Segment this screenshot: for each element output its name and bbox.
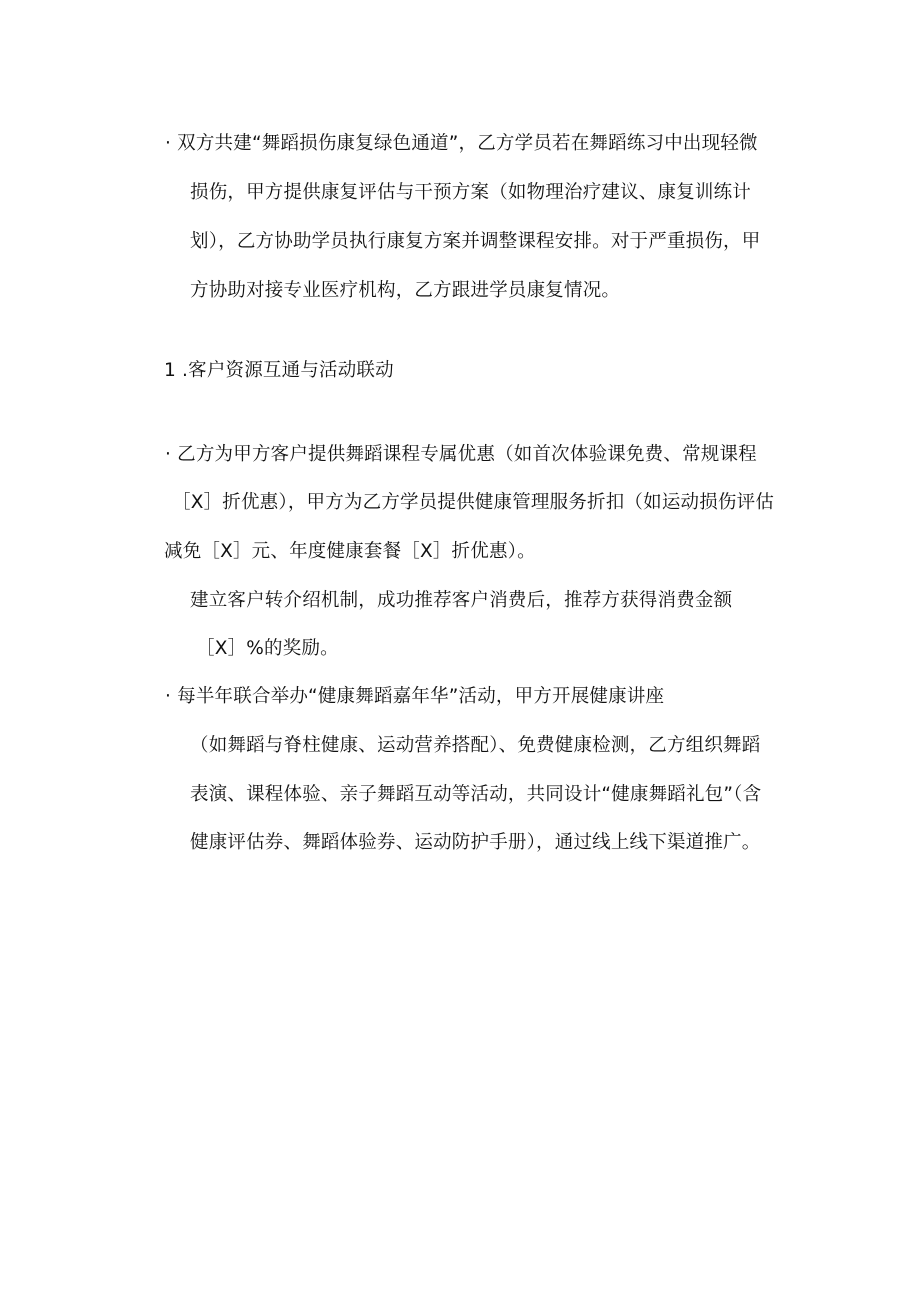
paragraph-3-line-1: 建立客户转介绍机制，成功推荐客户消费后，推荐方获得消费金额: [190, 590, 733, 611]
paragraph-4-line-3: 表演、课程体验、亲子舞蹈互动等活动，共同设计“健康舞蹈礼包”（含: [190, 784, 762, 805]
paragraph-2-line-1: · 乙方为甲方客户提供舞蹈课程专属优惠（如首次体验课免费、常规课程: [165, 444, 757, 465]
paragraph-3-line-2: ［X］%的奖励。: [196, 638, 339, 659]
section-heading: 1 .客户资源互通与活动联动: [164, 360, 394, 381]
paragraph-1-line-1: · 双方共建“舞蹈损伤康复绿色通道”，乙方学员若在舞蹈练习中出现轻微: [165, 133, 758, 154]
paragraph-2-line-3: 减免［X］元、年度健康套餐［X］折优惠）。: [164, 541, 536, 562]
paragraph-1-line-4: 方协助对接专业医疗机构，乙方跟进学员康复情况。: [190, 280, 621, 301]
paragraph-4-line-2: （如舞蹈与脊柱健康、运动营养搭配）、免费健康检测，乙方组织舞蹈: [190, 735, 761, 756]
paragraph-4-line-1: · 每半年联合举办“健康舞蹈嘉年华”活动，甲方开展健康讲座: [165, 686, 665, 707]
paragraph-1-line-3: 划），乙方协助学员执行康复方案并调整课程安排。对于严重损伤，甲: [190, 231, 761, 252]
paragraph-1-line-2: 损伤，甲方提供康复评估与干预方案（如物理治疗建议、康复训练计: [190, 182, 752, 203]
paragraph-4-line-4: 健康评估券、舞蹈体验券、运动防护手册），通过线上线下渠道推广。: [190, 832, 761, 853]
paragraph-2-line-2: ［X］折优惠），甲方为乙方学员提供健康管理服务折扣（如运动损伤评估: [172, 492, 775, 513]
